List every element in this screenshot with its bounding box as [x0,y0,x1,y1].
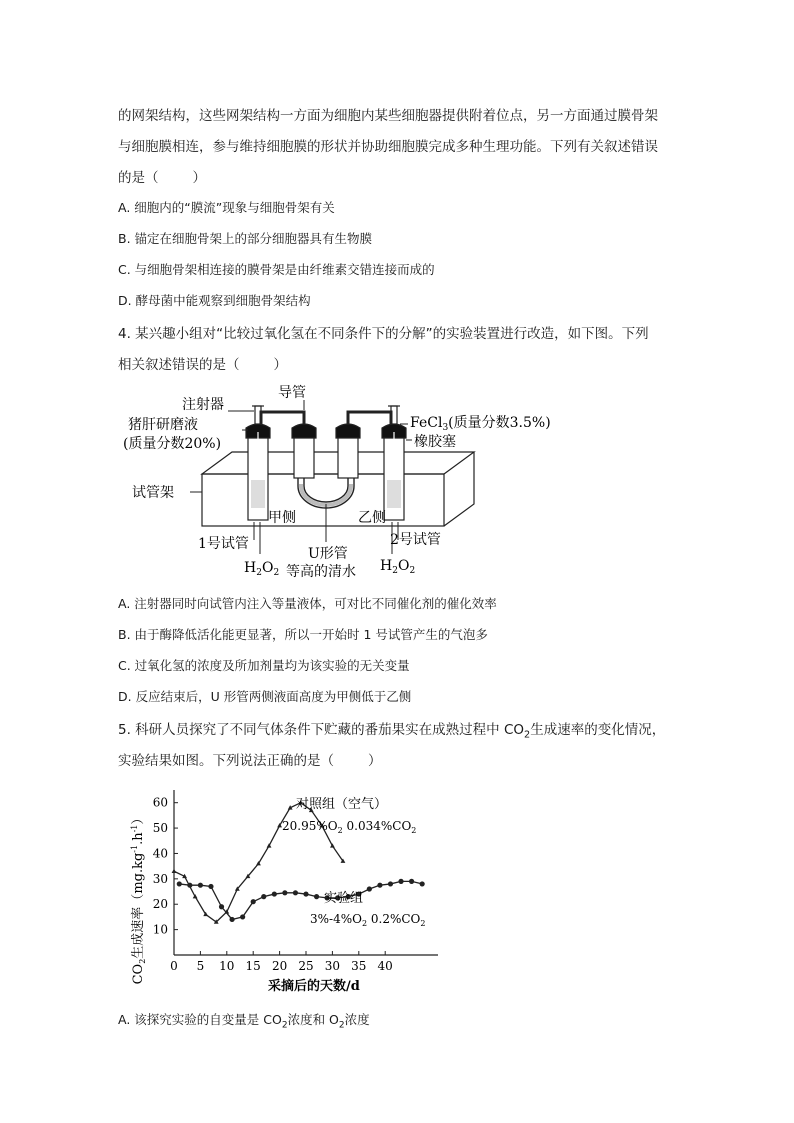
intro-line-3-suffix: ） [192,170,206,186]
experiment-point [219,904,224,909]
experiment-point [409,879,414,884]
label-pig-liver-conc: (质量分数20%) [123,436,222,452]
experiment-point [208,884,213,889]
x-tick-label: 10 [219,959,235,973]
tube-1 [246,424,270,520]
q4-option-d: D. 反应结束后，U 形管两侧液面高度为甲侧低于乙侧 [118,689,412,704]
exp-sub-c: 0.2%CO [367,912,421,926]
ylabel-sup2: -1 [130,824,139,833]
intro-line-1: 的网架结构，这些网架结构一方面为细胞内某些细胞器提供附着位点，另一方面通过膜骨架 [118,108,658,124]
label-fecl3 [410,414,551,433]
q3-option-d: D. 酵母菌中能观察到细胞骨架结构 [118,293,311,308]
y-tick-label: 10 [152,922,168,937]
experiment-point [293,890,298,895]
q4-stem-suffix: ） [273,357,287,373]
ylabel-unit: （mg.kg [131,852,146,907]
control-point [172,869,177,873]
label-tube-1: 1号试管 [198,536,249,552]
ylabel-b: 生成速率 [131,906,146,959]
experiment-point [367,886,372,891]
ylabel-close: ） [131,811,146,825]
y-tick-label: 60 [152,795,168,810]
x-tick-label: 30 [324,959,341,973]
label-h2o2-right [380,558,415,576]
x-tick-label: 0 [170,959,178,973]
q5-opt-a-1: A. 该探究实验的自变量是 CO [118,1012,282,1027]
ylabel-a: CO [131,963,146,985]
label-fecl3-b: (质量分数3.5%) [448,415,551,431]
q5-opt-a-3: 浓度 [344,1012,370,1027]
experiment-point [251,899,256,904]
experiment-point [314,894,319,899]
intro-line-3 [118,166,206,186]
h2o2-left-sub1: 2 [256,568,262,578]
experiment-point [420,881,425,886]
q5-opt-a-2: 浓度和 O [287,1012,339,1027]
y-tick-label: 20 [152,897,168,912]
experiment-point [377,883,382,888]
experiment-point [177,881,182,886]
intro-line-2: 与细胞膜相连，参与维持细胞膜的形状并协助细胞膜完成多种生理功能。下列有关叙述错误 [118,139,658,155]
experiment-point [282,890,287,895]
h2o2-left-a: H [244,560,257,576]
exp-sub-b: 2 [361,919,368,928]
control-sub-c: 0.034%CO [342,819,412,833]
q5-opt-a-sub1: 2 [281,1020,288,1031]
q4-option-b: B. 由于酶降低活化能更显著，所以一开始时 1 号试管产生的气泡多 [118,627,488,642]
co2-rate-chart [118,780,458,1000]
ylabel-sub: 2 [138,958,147,964]
h2o2-left-sub2: 2 [273,568,280,578]
label-h2o2-left [244,560,279,578]
h2o2-right-a: H [380,558,393,574]
x-tick-label: 20 [271,959,288,973]
connecting-tube-left [261,412,304,424]
q5-opt-a-sub2: 2 [338,1020,345,1031]
exp-sub-a: 3%-4%O [310,912,362,926]
label-u-tube: U形管 [308,546,348,562]
experiment-point [398,879,403,884]
q4-option-c: C. 过氧化氢的浓度及所加剂量均为该实验的无关变量 [118,658,410,673]
q3-option-b: B. 锚定在细胞骨架上的部分细胞器具有生物膜 [118,231,373,246]
chart-axes [174,790,438,955]
experiment-point [198,883,203,888]
q4-option-a: A. 注射器同时向试管内注入等量液体，可对比不同催化剂的催化效率 [118,596,497,611]
experiment-point [303,891,308,896]
label-rubber-stopper: 橡胶塞 [414,434,456,450]
q5-stem-b: 生成速率的变化情况， [530,722,666,738]
ylabel-mid: .h [131,832,146,845]
experiment-point [229,917,234,922]
label-water: 等高的清水 [286,564,356,580]
tube-2-helper [336,424,360,478]
experiment-point [187,883,192,888]
q3-option-a: A. 细胞内的“膜流”现象与细胞骨架有关 [118,200,335,215]
exp-sub-d: 2 [420,919,426,928]
series-control-sublabel [282,819,416,835]
q4-stem-line-1: 4. 某兴趣小组对“比较过氧化氢在不同条件下的分解”的实验装置进行改造，如下图。下列 [118,326,649,342]
experiment-point [240,914,245,919]
h2o2-left-b: O [261,560,274,576]
experiment-point [388,881,393,886]
svg-text:CO2生成速率（mg.kg-1.h-1） [130,812,147,985]
q5-stem-prefix: 实验结果如图。下列说法正确的是（ [118,753,334,769]
apparatus-figure [118,382,551,582]
u-tube [298,478,354,508]
label-rack: 试管架 [132,485,174,501]
series-exp-sublabel [310,912,425,928]
label-side-a: 甲侧 [268,510,296,526]
label-fecl3-sub: 3 [442,423,449,433]
control-sub-a: 20.95%O [282,819,338,833]
tube-1-helper [292,424,316,478]
x-axis-label: 采摘后的天数/d [268,979,360,994]
intro-line-3-prefix: 的是（ [118,170,159,186]
label-tube-2: 2号试管 [390,532,441,548]
experiment-point [261,894,266,899]
tube-2 [382,424,406,520]
connecting-tube-right [348,412,391,424]
ylabel-sup1: -1 [130,844,139,853]
series-exp-name: 实验组 [324,891,364,906]
q4-stem-line-2 [118,353,287,373]
x-tick-label: 35 [351,959,367,973]
y-axis-label [130,812,147,985]
q5-stem-line-2 [118,749,382,769]
x-tick-label: 15 [245,959,261,973]
label-pig-liver: 猪肝研磨液 [128,417,198,433]
y-tick-label: 30 [152,871,168,886]
y-tick-label: 50 [152,821,168,836]
label-side-b: 乙侧 [358,510,386,526]
label-syringe: 注射器 [182,397,224,413]
h2o2-right-sub1: 2 [392,566,398,576]
q5-stem-line-1 [118,718,665,741]
x-tick-label: 5 [196,959,205,973]
label-daoguan: 导管 [278,385,306,401]
q3-option-c: C. 与细胞骨架相连接的膜骨架是由纤维素交错连接而成的 [118,262,435,277]
q5-stem-sub: 2 [524,729,531,741]
experiment-point [272,891,277,896]
control-sub-b: 2 [337,826,343,835]
label-fecl3-a: FeCl [410,415,443,431]
x-tick-label: 40 [377,959,393,973]
h2o2-right-b: O [397,558,410,574]
series-control-name: 对照组（空气） [296,797,388,812]
x-tick-labels [170,959,393,973]
q4-stem-prefix: 相关叙述错误的是（ [118,357,240,373]
q5-option-a [118,1010,370,1031]
h2o2-right-sub2: 2 [409,566,416,576]
y-tick-labels [153,796,168,937]
y-tick-label: 40 [152,846,168,861]
q5-stem-a: 5. 科研人员探究了不同气体条件下贮藏的番茄果实在成熟过程中 CO [118,722,525,738]
control-sub-d: 2 [411,826,417,835]
q5-stem-suffix: ） [368,753,382,769]
x-tick-label: 25 [298,959,314,973]
